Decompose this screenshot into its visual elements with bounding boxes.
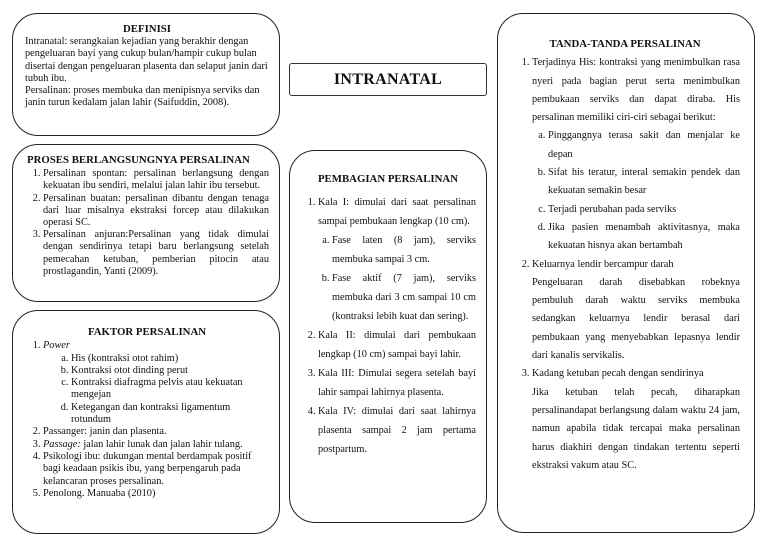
proses-title: PROSES BERLANGSUNGNYA PERSALINAN [27, 154, 250, 166]
faktor-item-penolong: 5. Penolong. Manuaba (2010) [43, 488, 269, 500]
proses-item-buatan: 2. Persalinan buatan: persalinan dibantu dengan tenaga dari luar misalnya ekstraksi forcep atau dilakukan operasi SC. [43, 193, 269, 230]
power-sub-item: c. Kontraksi diafragma pelvis atau kekuatan mengejan [71, 377, 269, 402]
pembagian-title: PEMBAGIAN PERSALINAN [317, 173, 459, 185]
faktor-item-psikologi: 4. Psikologi ibu: dukungan mental berdampak positif bagi keadaan psikis ibu, yang berpengaruh pada kelancaran proses persalinan. [43, 451, 269, 488]
pembagian-item-kala-1 [318, 193, 476, 326]
his-sub-item: b. Sifat his teratur, interal semakin pendek dan kekuatan semakin besar [548, 164, 740, 201]
kala-1-sublist [318, 231, 476, 326]
definisi-intranatal-text: Intranatal: serangkaian kejadian yang berakhir dengan pengeluaran bayi yang cukup bulan/hampir cukup bulan disertai dengan pengeluaran plasenta dan selaput janin dari tubuh ibu. [25, 36, 268, 84]
tanda-lendir-text: Pengeluaran darah disebabkan robeknya pembuluh darah waktu serviks membuka sedangkan keluarnya lendir berasal dari pembukaan yang menyebabkan lepasnya lendir dari kanalis servikalis. [532, 276, 740, 362]
tanda-item-lendir [532, 256, 740, 366]
proses-item-spontan: 1. Persalinan spontan: persalinan berlangsung dengan kekuatan ibu sendiri, melalui jalan lahir ibu tersebut. [43, 168, 269, 192]
faktor-power-label: Power [43, 340, 70, 352]
proses-persalinan-box [12, 144, 280, 302]
proses-list [25, 168, 269, 278]
definisi-persalinan-text: Persalinan: proses membuka dan menipisnya serviks dan janin turun kedalam jalan lahir (Saifuddin, 2008). [25, 85, 260, 109]
faktor-list [25, 340, 269, 500]
kala-1-fase-aktif: b. Fase aktif (7 jam), serviks membuka dari 3 cm sampai 10 cm (kontraksi lebih kuat dan sering). [332, 269, 476, 326]
tanda-title: TANDA-TANDA PERSALINAN [549, 38, 701, 50]
power-sub-item: b. Kontraksi otot dinding perut [71, 365, 269, 377]
faktor-title: FAKTOR PERSALINAN [87, 326, 207, 338]
faktor-item-passage [43, 439, 269, 451]
faktor-item-passanger: 2. Passanger: janin dan plasenta. [43, 426, 269, 438]
his-sub-item: a. Pinggangnya terasa sakit dan menjalar ke depan [548, 127, 740, 164]
faktor-item-power [43, 340, 269, 426]
tanda-his-sublist [532, 127, 740, 255]
kala-1-text: Kala I: dimulai dari saat persalinan sampai pembukaan lengkap (10 cm). [318, 197, 476, 227]
faktor-passage-text: jalan lahir lunak dan jalan lahir tulang. [80, 438, 243, 450]
intranatal-title: INTRANATAL [333, 70, 443, 88]
tanda-list [510, 54, 740, 475]
definisi-title: DEFINISI [122, 23, 171, 35]
kala-1-fase-laten: a. Fase laten (8 jam), serviks membuka sampai 3 cm. [332, 231, 476, 269]
tanda-persalinan-box [497, 13, 755, 533]
his-sub-item: c. Terjadi perubahan pada serviks [548, 201, 740, 219]
tanda-ketuban-heading: Kadang ketuban pecah dengan sendirinya [532, 368, 704, 380]
power-sub-item: d. Ketegangan dan kontraksi ligamentum rotundum [71, 402, 269, 427]
pembagian-item-kala-4: 4. Kala IV: dimulai dari saat lahirnya plasenta sampai 2 jam pertama postpartum. [318, 402, 476, 459]
pembagian-item-kala-3: 3. Kala III: Dimulai segera setelah bayi lahir sampai lahirnya plasenta. [318, 364, 476, 402]
definisi-box [12, 13, 280, 136]
tanda-item-his [532, 54, 740, 255]
pembagian-persalinan-box [289, 150, 487, 523]
faktor-passage-label: Passage: [43, 438, 81, 450]
tanda-item-ketuban [532, 365, 740, 475]
faktor-power-sublist [43, 353, 269, 427]
his-sub-item: d. Jika pasien menambah aktivitasnya, maka kekuatan hisnya akan bertambah [548, 219, 740, 256]
power-sub-item: a. His (kontraksi otot rahim) [71, 353, 269, 365]
faktor-persalinan-box [12, 310, 280, 534]
intranatal-title-box [289, 63, 487, 96]
pembagian-item-kala-2: 2. Kala II: dimulai dari pembukaan lengkap (10 cm) sampai bayi lahir. [318, 326, 476, 364]
proses-item-anjuran: 3. Persalinan anjuran:Persalinan yang tidak dimulai dengan sendirinya tetapi baru berlangsung setelah pemecahan ketuban, pemberian pitocin atau prostlagandin, Yanti (2009). [43, 229, 269, 278]
tanda-ketuban-text: Jika ketuban telah pecah, diharapkan persalinandapat berlangsung dalam waktu 24 jam, namun apabila tidak tercapai maka persalinan harus diakhiri dengan tindakan tertentu seperti ekstraksi vakum atau SC. [532, 386, 740, 471]
tanda-lendir-heading: Keluarnya lendir bercampur darah [532, 258, 674, 270]
pembagian-list [300, 193, 476, 459]
tanda-his-text: Terjadinya His: kontraksi yang menimbulkan rasa nyeri pada bagian perut serta menimbulkan pembukaan serviks dan dapat diraba. His persalinan memiliki ciri-ciri sebagai berikut: [532, 57, 740, 124]
